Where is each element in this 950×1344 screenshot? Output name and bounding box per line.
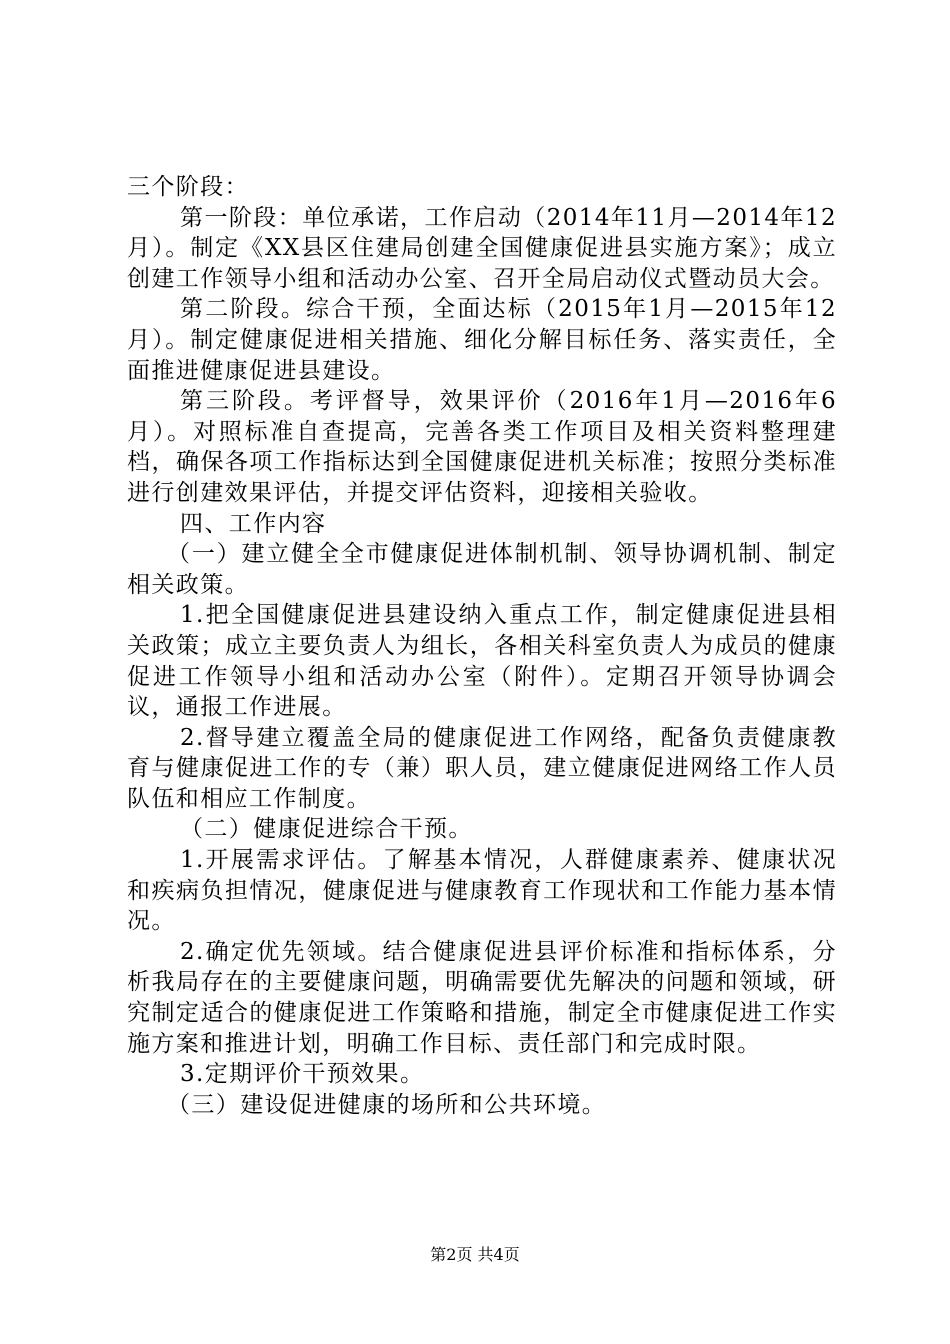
page-footer: 第2页 共4页 bbox=[430, 1245, 520, 1264]
document-body bbox=[127, 172, 837, 1120]
paragraph-item-2-2: 2.确定优先领域。结合健康促进县评价标准和指标体系，分析我局存在的主要健康问题，明确需要优先解决的问题和领域，研究制定适合的健康促进工作策略和措施，制定全市健康促进工作实施方案和推进计划，明确工作目标、责任部门和完成时限。 bbox=[127, 938, 837, 1057]
subheading-three: （三）建设促进健康的场所和公共环境。 bbox=[167, 1091, 607, 1118]
subheading-two: （二）健康促进综合干预。 bbox=[180, 816, 473, 843]
paragraph-item-2-1: 1.开展需求评估。了解基本情况，人群健康素养、健康状况和疾病负担情况，健康促进与健康教育工作现状和工作能力基本情况。 bbox=[127, 847, 837, 935]
paragraph-stage-two: 第二阶段。综合干预，全面达标（2015年1月—2015年12月）。制定健康促进相关措施、细化分解目标任务、落实责任，全面推进健康促进县建设。 bbox=[127, 296, 837, 384]
paragraph-stages-intro: 三个阶段： bbox=[127, 174, 249, 200]
paragraph-item-2-3: 3.定期评价干预效果。 bbox=[180, 1061, 425, 1088]
paragraph-item-1-2: 2.督导建立覆盖全局的健康促进工作网络，配备负责健康教育与健康促进工作的专（兼）职人员，建立健康促进网络工作人员队伍和相应工作制度。 bbox=[127, 724, 837, 812]
paragraph-stage-three: 第三阶段。考评督导，效果评价（2016年1月—2016年6月）。对照标准自查提高，完善各类工作项目及相关资料整理建档，确保各项工作指标达到全国健康促进机关标准；按照分类标准进行创建效果评估，并提交评估资料，迎接相关验收。 bbox=[127, 388, 837, 506]
paragraph-item-1-1: 1.把全国健康促进县建设纳入重点工作，制定健康促进县相关政策；成立主要负责人为组长，各相关科室负责人为成员的健康促进工作领导小组和活动办公室（附件）。定期召开领导协调会议，通报工作进展。 bbox=[127, 602, 837, 721]
section-heading-work-content: 四、工作内容 bbox=[180, 510, 327, 537]
subheading-one: （一）建立健全全市健康促进体制机制、领导协调机制、制定相关政策。 bbox=[127, 541, 837, 598]
paragraph-stage-one: 第一阶段：单位承诺，工作启动（2014年11月—2014年12月）。制定《XX县区住建局创建全国健康促进县实施方案》；成立创建工作领导小组和活动办公室、召开全局启动仪式暨动员大会。 bbox=[127, 204, 837, 292]
